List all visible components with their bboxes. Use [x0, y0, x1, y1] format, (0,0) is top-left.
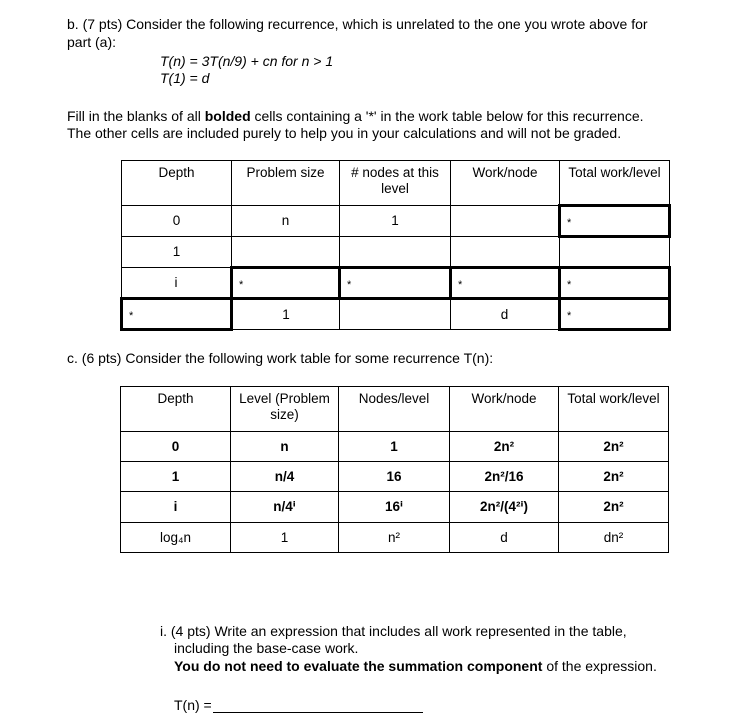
part-b-prompt-line1: b. (7 pts) Consider the following recurrence, which is unrelated to the one you wrote above for — [67, 16, 648, 32]
cell-total-work: dn² — [559, 523, 669, 553]
fill-post: cells containing a '*' in the work table below for this recurrence. — [250, 108, 644, 124]
part-c-prompt: c. (6 pts) Consider the following work table for some recurrence T(n): — [67, 350, 494, 366]
answer-label: T(n) = — [174, 697, 212, 713]
answer-cell-total-work-depth-i[interactable]: * — [560, 268, 670, 299]
table-header-row — [122, 161, 670, 206]
part-ci-bold-note: You do not need to evaluate the summation component — [174, 658, 543, 674]
table-row — [121, 523, 669, 553]
cell-work-node: 2n²/16 — [450, 462, 559, 492]
answer-cell-work-node-depth-i[interactable]: * — [451, 268, 560, 299]
cell-work-node: 2n² — [450, 432, 559, 462]
header-depth: Depth — [122, 161, 232, 206]
cell-level: n — [231, 432, 339, 462]
fill-pre: Fill in the blanks of all — [67, 108, 205, 124]
answer-cell-nodes-depth-i[interactable]: * — [340, 268, 451, 299]
cell-depth: 1 — [121, 462, 231, 492]
part-ci-prompt-line3 — [174, 657, 657, 675]
cell-nodes: 1 — [340, 206, 451, 237]
cell-total-work: 2n² — [559, 492, 669, 523]
answer-cell-total-work-depth0[interactable]: * — [560, 206, 670, 237]
cell-work-node — [451, 206, 560, 237]
recurrence-line1: T(n) = 3T(n/9) + cn for n > 1 — [160, 53, 334, 69]
header-depth: Depth — [121, 387, 231, 432]
answer-cell-problem-size-depth-i[interactable]: * — [232, 268, 340, 299]
header-total-work: Total work/level — [560, 161, 670, 206]
part-b-prompt-line2: part (a): — [67, 34, 117, 50]
part-ci-prompt-line2: including the base-case work. — [174, 640, 359, 656]
cell-problem-size: 1 — [232, 299, 340, 330]
cell-work-node: d — [451, 299, 560, 330]
cell-depth: i — [122, 268, 232, 299]
header-nodes-level: # nodes at this level — [340, 161, 451, 206]
cell-total-work: 2n² — [559, 462, 669, 492]
cell-nodes: n² — [339, 523, 450, 553]
header-level: Level (Problem size) — [231, 387, 339, 432]
cell-depth: 0 — [122, 206, 232, 237]
cell-nodes — [340, 237, 451, 268]
fill-bold: bolded — [204, 108, 251, 124]
header-work-node: Work/node — [450, 387, 559, 432]
cell-nodes: 16ⁱ — [339, 492, 450, 523]
part-ci-prompt-line1: i. (4 pts) Write an expression that includes all work represented in the table, — [160, 623, 627, 639]
cell-work-node: d — [450, 523, 559, 553]
cell-level: n/4ⁱ — [231, 492, 339, 523]
cell-work-node — [451, 237, 560, 268]
answer-cell-depth-base[interactable]: * — [122, 299, 232, 330]
header-nodes-level: Nodes/level — [339, 387, 450, 432]
cell-depth: 0 — [121, 432, 231, 462]
recurrence-line2: T(1) = d — [160, 70, 210, 86]
part-c-work-table — [120, 386, 669, 553]
part-ci-note-post: of the expression. — [542, 658, 657, 674]
cell-nodes — [340, 299, 451, 330]
cell-depth: i — [121, 492, 231, 523]
table-row — [121, 462, 669, 492]
cell-nodes: 1 — [339, 432, 450, 462]
table-header-row — [121, 387, 669, 432]
table-row — [121, 492, 669, 523]
cell-problem-size: n — [232, 206, 340, 237]
cell-total-work: 2n² — [559, 432, 669, 462]
fill-instructions-line2: The other cells are included purely to help you in your calculations and will not be graded. — [67, 125, 622, 141]
part-b-work-table — [120, 160, 671, 331]
header-work-node: Work/node — [451, 161, 560, 206]
cell-work-node: 2n²/(4²ⁱ) — [450, 492, 559, 523]
answer-cell-total-work-base[interactable]: * — [560, 299, 670, 330]
header-total-work: Total work/level — [559, 387, 669, 432]
header-problem-size: Problem size — [232, 161, 340, 206]
answer-blank-line[interactable] — [213, 696, 423, 713]
table-row — [122, 237, 670, 268]
table-row — [122, 299, 670, 330]
table-row — [121, 432, 669, 462]
cell-nodes: 16 — [339, 462, 450, 492]
fill-instructions-line1 — [67, 107, 644, 125]
cell-problem-size — [232, 237, 340, 268]
table-row — [122, 268, 670, 299]
cell-depth: log₄n — [121, 523, 231, 553]
cell-level: n/4 — [231, 462, 339, 492]
cell-total-work — [560, 237, 670, 268]
cell-depth: 1 — [122, 237, 232, 268]
table-row — [122, 206, 670, 237]
cell-level: 1 — [231, 523, 339, 553]
